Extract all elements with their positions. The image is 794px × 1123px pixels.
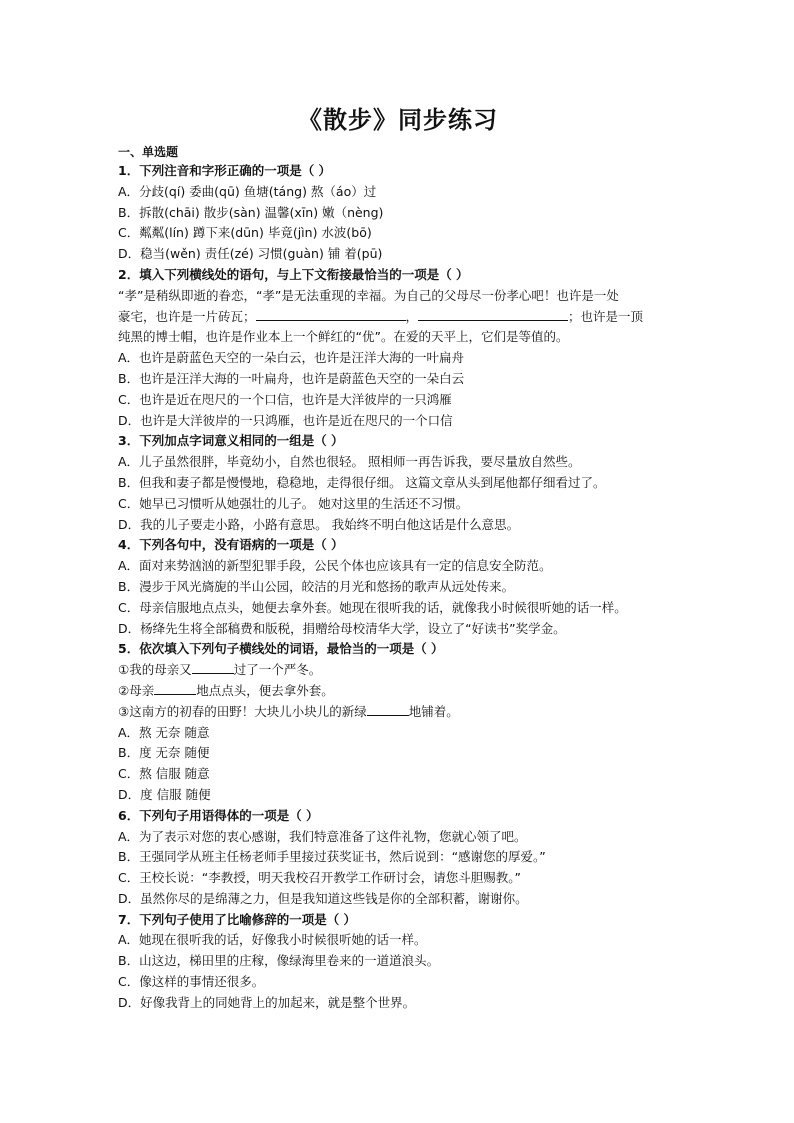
option-c: C．熬 信服 随意 <box>118 766 210 782</box>
question-6 <box>118 806 678 910</box>
option-a: A．她现在很听我的话，好像我小时候很听她的话一样。 <box>118 932 427 948</box>
question-3 <box>118 431 678 535</box>
option-c: C．她早已习惯听从她强壮的儿子。 她对这里的生活还不习惯。 <box>118 495 469 511</box>
question-stem: 2．填入下列横线处的语句，与上下文衔接最恰当的一项是（ ） <box>118 266 469 282</box>
option-d: D．虽然你尽的是绵薄之力，但是我知道这些钱是你的全部积蓄，谢谢你。 <box>118 890 528 906</box>
option-d: D．好像我背上的同她背上的加起来，就是整个世界。 <box>118 994 416 1010</box>
answer-blank <box>418 308 568 321</box>
question-7 <box>118 910 678 1014</box>
sentence-1 <box>118 660 678 681</box>
page-title: 《散步》同步练习 <box>298 106 498 134</box>
option-c: C．王校长说：“李教授，明天我校召开教学工作研讨会，请您斗胆赐教。” <box>118 870 521 886</box>
option-d: D．也许是大洋彼岸的一只鸿雁，也许是近在咫尺的一个口信 <box>118 412 453 428</box>
option-d: D．我的儿子要走小路，小路有意思。 我始终不明白他这话是什么意思。 <box>118 516 520 532</box>
option-b: B．也许是汪洋大海的一叶扁舟，也许是蔚蓝色天空的一朵白云 <box>118 370 465 386</box>
sentence-text: 地铺着。 <box>408 703 459 719</box>
passage-line: 纯黑的博士帽，也许是作业本上一个鲜红的“优”。在爱的天平上，它们是等值的。 <box>118 329 569 345</box>
option-a: A．熬 无奈 随意 <box>118 724 210 740</box>
sentence-text: 地点点头，便去拿外套。 <box>196 682 334 698</box>
passage-text: ， <box>405 308 419 324</box>
question-stem: 5．依次填入下列句子横线处的词语，最恰当的一项是（ ） <box>118 641 444 657</box>
option-b: B．漫步于风光旖旎的半山公园，皎洁的月光和悠扬的歌声从远处传来。 <box>118 578 515 594</box>
question-stem: 1．下列注音和字形正确的一项是（ ） <box>118 163 332 178</box>
passage-text: 豪宅，也许是一片砖瓦； <box>118 308 256 324</box>
option-c: C．像这样的事情还很多。 <box>118 974 265 990</box>
option-d: D．稳当(wěn) 责任(zé) 习惯(guàn) 铺 着(pū) <box>118 246 383 262</box>
sentence-2 <box>118 681 678 702</box>
option-a: A．分歧(qí) 委曲(qū) 鱼塘(táng) 熬（áo）过 <box>118 183 377 199</box>
option-a: A．为了表示对您的衷心感谢，我们特意准备了这件礼物，您就心领了吧。 <box>118 828 527 844</box>
option-c: C．粼粼(lín) 蹲下来(dūn) 毕竟(jìn) 水波(bō) <box>118 225 372 241</box>
passage-line <box>118 307 678 328</box>
sentence-text: ③这南方的初春的田野！大块儿小块儿的新绿 <box>118 703 367 719</box>
question-stem: 4．下列各句中，没有语病的一项是（ ） <box>118 537 344 553</box>
sentence-text: 过了一个严冬。 <box>233 662 322 678</box>
answer-blank <box>192 661 234 674</box>
sentence-text: ②母亲 <box>118 682 155 698</box>
question-stem: 6．下列句子用语得体的一项是（ ） <box>118 807 319 823</box>
option-b: B．但我和妻子都是慢慢地，稳稳地，走得很仔细。 这篇文章从头到尾他都仔细看过了。 <box>118 474 606 490</box>
option-a: A．也许是蔚蓝色天空的一朵白云，也许是汪洋大海的一叶扁舟 <box>118 350 465 366</box>
question-1 <box>118 161 678 265</box>
option-b: B．王强同学从班主任杨老师手里接过获奖证书，然后说到：“感谢您的厚爱。” <box>118 849 546 865</box>
option-b: B．拆散(chāi) 散步(sàn) 温馨(xīn) 嫩（nèng) <box>118 204 384 220</box>
answer-blank <box>367 703 409 716</box>
option-a: A．儿子虽然很胖，毕竟幼小，自然也很轻。 照相师一再告诉我，要尽量放自然些。 <box>118 454 581 470</box>
passage-text: ；也许是一顶 <box>568 308 644 324</box>
option-d: D．杨绛先生将全部稿费和版税，捐赠给母校清华大学，设立了“好读书”奖学金。 <box>118 620 566 636</box>
option-a: A．面对来势汹汹的新型犯罪手段，公民个体也应该具有一定的信息安全防范。 <box>118 558 552 574</box>
question-2 <box>118 265 678 431</box>
sentence-text: ①我的母亲又 <box>118 662 192 678</box>
option-b: B．山这边，梯田里的庄稼，像绿海里卷来的一道道浪头。 <box>118 953 440 969</box>
question-stem: 7．下列句子使用了比喻修辞的一项是（ ） <box>118 911 357 927</box>
worksheet-page <box>118 100 678 1014</box>
answer-blank <box>256 308 406 321</box>
answer-blank <box>154 682 196 695</box>
passage-line: “孝”是稍纵即逝的眷恋，“孝”是无法重现的幸福。为自己的父母尽一份孝心吧！也许是一处 <box>118 287 619 303</box>
question-4 <box>118 535 678 639</box>
option-c: C．母亲信服地点点头，她便去拿外套。她现在很听我的话，就像我小时候很听她的话一样。 <box>118 599 627 615</box>
option-d: D．度 信服 随便 <box>118 786 211 802</box>
sentence-3 <box>118 702 678 723</box>
section-heading: 一、单选题 <box>118 145 179 159</box>
option-c: C．也许是近在咫尺的一个口信，也许是大洋彼岸的一只鸿雁 <box>118 391 452 407</box>
question-5 <box>118 639 678 805</box>
question-stem: 3．下列加点字词意义相同的一组是（ ） <box>118 433 344 449</box>
option-b: B．度 无奈 随便 <box>118 745 210 761</box>
